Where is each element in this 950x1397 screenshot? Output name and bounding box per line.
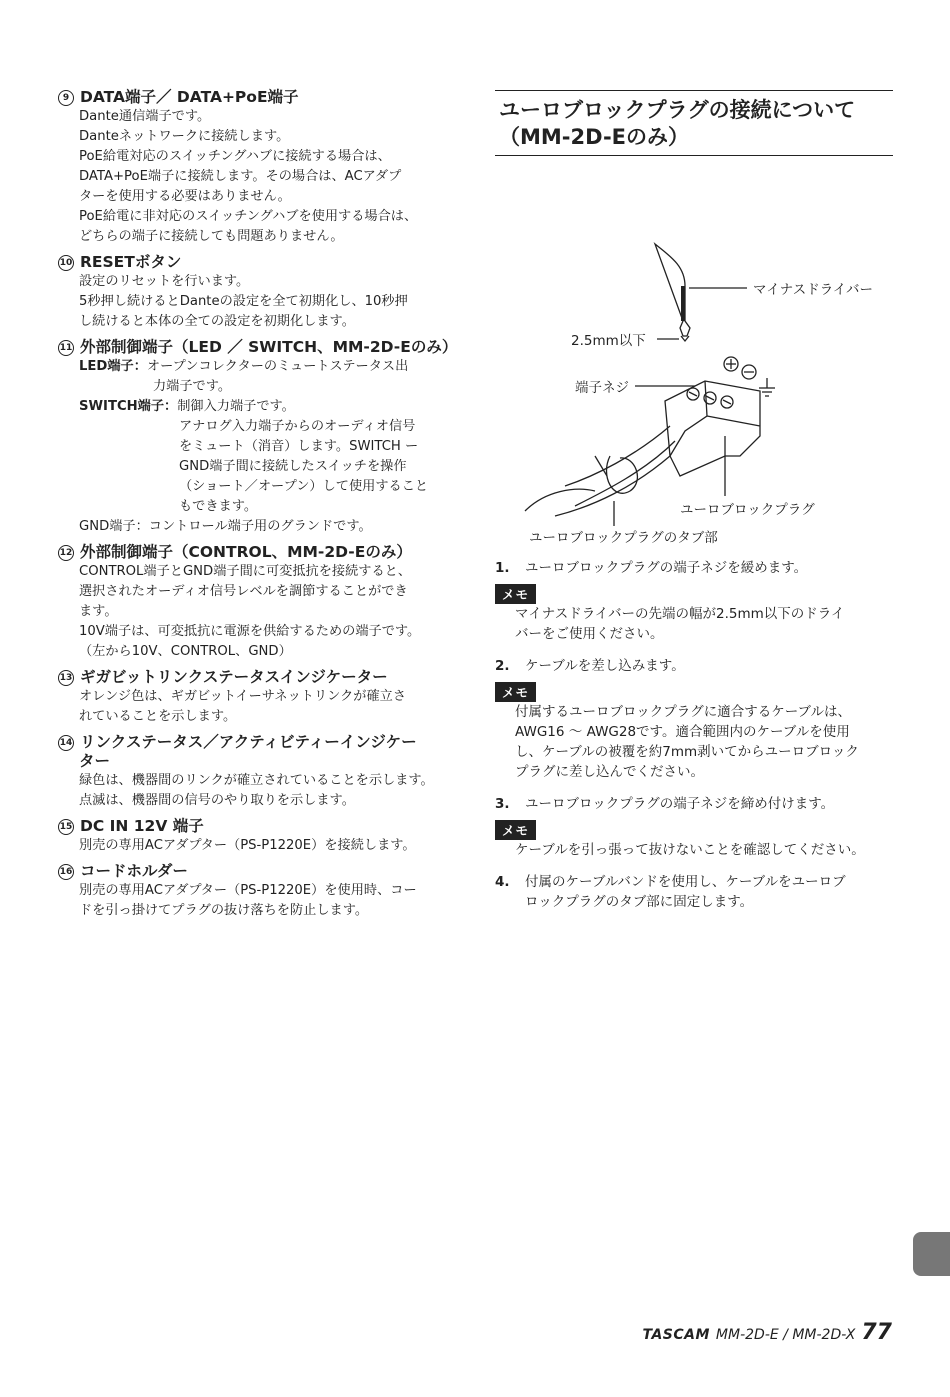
item-title: RESETボタン [80,253,182,271]
body-line: DATA+PoE端子に接続します。その場合は、ACアダプ [79,169,402,184]
section-title-line1: ユーロブロックプラグの接続について [499,98,856,122]
memo-tag: メモ [495,682,536,702]
item-number: 14 [58,735,74,751]
item-9 [58,88,470,247]
memo-line: AWG16 ～ AWG28です。適合範囲内のケーブルを使用 [515,724,850,740]
item-12 [58,543,470,662]
led-label: LED端子： [79,359,147,374]
step-text: ユーロブロックプラグの端子ネジを緩めます。 [525,560,808,576]
body-line: 別売の専用ACアダプター（PS-P1220E）を接続します。 [79,838,416,853]
body-line: 設定のリセットを行います。 [79,274,250,289]
body-line: GND端子間に接続したスイッチを操作 [179,459,407,474]
page-number: 77 [861,1320,892,1345]
euroblock-illustration [495,156,893,526]
footer-brand: TASCAM [642,1327,710,1343]
step-num: 1. [495,560,510,576]
item-16 [58,862,470,921]
item-title: 外部制御端子（CONTROL、MM-2D-Eのみ） [80,543,412,561]
step-text: 付属のケーブルバンドを使用し、ケーブルをユーロブ [525,874,846,890]
steps [495,558,893,912]
item-10 [58,253,470,332]
item-number: 10 [58,255,74,271]
body-line: アナログ入力端子からのオーディオ信号 [179,419,416,434]
label-width: 2.5mm以下 [571,333,646,349]
item-13 [58,668,470,727]
body-line: どちらの端子に接続しても問題ありません。 [79,229,344,244]
body-line: （左から10V、CONTROL、GND） [79,644,292,659]
item-title: DC IN 12V 端子 [80,817,204,835]
switch-terminal [79,397,470,417]
memo-tag: メモ [495,820,536,840]
step-text: ユーロブロックプラグの端子ネジを締め付けます。 [525,796,835,812]
section-title-line2: （MM-2D-Eのみ） [499,125,690,149]
body-line: 5秒押し続けるとDanteの設定を全て初期化し、10秒押 [79,294,408,309]
step-2 [495,656,893,676]
memo-text [495,702,893,782]
body-line: Danteネットワークに接続します。 [79,129,290,144]
step-num: 2. [495,658,510,674]
item-14 [58,733,470,811]
footer [643,1320,893,1345]
memo-line: 付属するユーロブロックプラグに適合するケーブルは、 [515,704,852,720]
euroblock-diagram [495,156,893,526]
item-title: コードホルダー [80,862,188,880]
item-number: 13 [58,670,74,686]
body-line: Dante通信端子です。 [79,109,211,124]
body-line: PoE給電に非対応のスイッチングハブを使用する場合は、 [79,209,418,224]
item-number: 12 [58,545,74,561]
body-line: 緑色は、機器間のリンクが確立されていることを示します。 [79,773,434,788]
label-screw: 端子ネジ [575,380,629,396]
gnd-line: GND端子：コントロール端子用のグランドです。 [79,519,372,534]
body-line: 制御入力端子です。 [177,399,295,414]
body-line: オープンコレクターのミュートステータス出 [146,359,409,374]
item-title: リンクステータス／アクティビティーインジケー [80,733,417,751]
item-15 [58,817,470,856]
step-text: ケーブルを差し込みます。 [525,658,685,674]
item-number: 9 [58,90,74,106]
body-line: ターを使用する必要はありません。 [79,189,291,204]
label-tab: ユーロブロックプラグのタブ部 [529,530,718,546]
body-line: （ショート／オープン）して使用すること [179,479,429,494]
item-number: 16 [58,864,74,880]
memo-line: プラグに差し込んでください。 [515,764,704,780]
step-1 [495,558,893,578]
label-screwdriver: マイナスドライバー [753,282,874,298]
body-line: し続けると本体の全ての設定を初期化します。 [79,314,355,329]
body-line: れていることを示します。 [79,709,237,724]
body-line: をミュート（消音）します。SWITCH ー [179,439,419,454]
memo-tag: メモ [495,584,536,604]
body-line: 10V端子は、可変抵抗に電源を供給するための端子です。 [79,624,421,639]
memo-line: バーをご使用ください。 [515,626,664,642]
step-text-cont: ロックプラグのタブ部に固定します。 [525,894,754,910]
item-title: DATA端子／ DATA+PoE端子 [80,88,299,106]
right-column [495,90,893,912]
item-number: 11 [58,340,74,356]
body-line: ます。 [79,604,118,619]
footer-model: MM-2D-E / MM-2D-X [715,1327,856,1343]
memo-line: ケーブルを引っ張って抜けないことを確認してください。 [515,842,865,858]
switch-label: SWITCH端子： [79,399,178,414]
body-line: 選択されたオーディオ信号レベルを調節することができ [79,584,408,599]
label-plug: ユーロブロックプラグ [680,502,815,518]
body-line: ドを引っ掛けてプラグの抜け落ちを防止します。 [79,903,369,918]
body-line: オレンジ色は、ギガビットイーサネットリンクが確立さ [79,689,407,704]
item-11 [58,338,470,537]
step-num: 3. [495,796,510,812]
item-number: 15 [58,819,74,835]
item-title-cont: ター [79,752,111,770]
step-num: 4. [495,874,510,890]
body-line: 点滅は、機器間の信号のやり取りを示します。 [79,793,355,808]
step-4 [495,872,893,912]
section-title [495,90,893,156]
step-3 [495,794,893,814]
memo-line: マイナスドライバーの先端の幅が2.5mm以下のドライ [515,606,845,622]
item-title: ギガビットリンクステータスインジケーター [80,668,388,686]
led-terminal [79,357,470,377]
memo-text [495,604,893,644]
body-line: PoE給電対応のスイッチングハブに接続する場合は、 [79,149,391,164]
body-line: もできます。 [179,499,258,514]
memo-line: し、ケーブルの被覆を約7mm剥いてからユーロブロック [515,744,859,760]
section-tab [913,1232,950,1276]
item-title: 外部制御端子（LED ／ SWITCH、MM-2D-Eのみ） [80,338,458,356]
body-line: 別売の専用ACアダプター（PS-P1220E）を使用時、コー [79,883,417,898]
left-column [58,88,470,927]
body-line: CONTROL端子とGND端子間に可変抵抗を接続すると、 [79,564,412,579]
body-line: 力端子です。 [153,379,232,394]
memo-text [495,840,893,860]
